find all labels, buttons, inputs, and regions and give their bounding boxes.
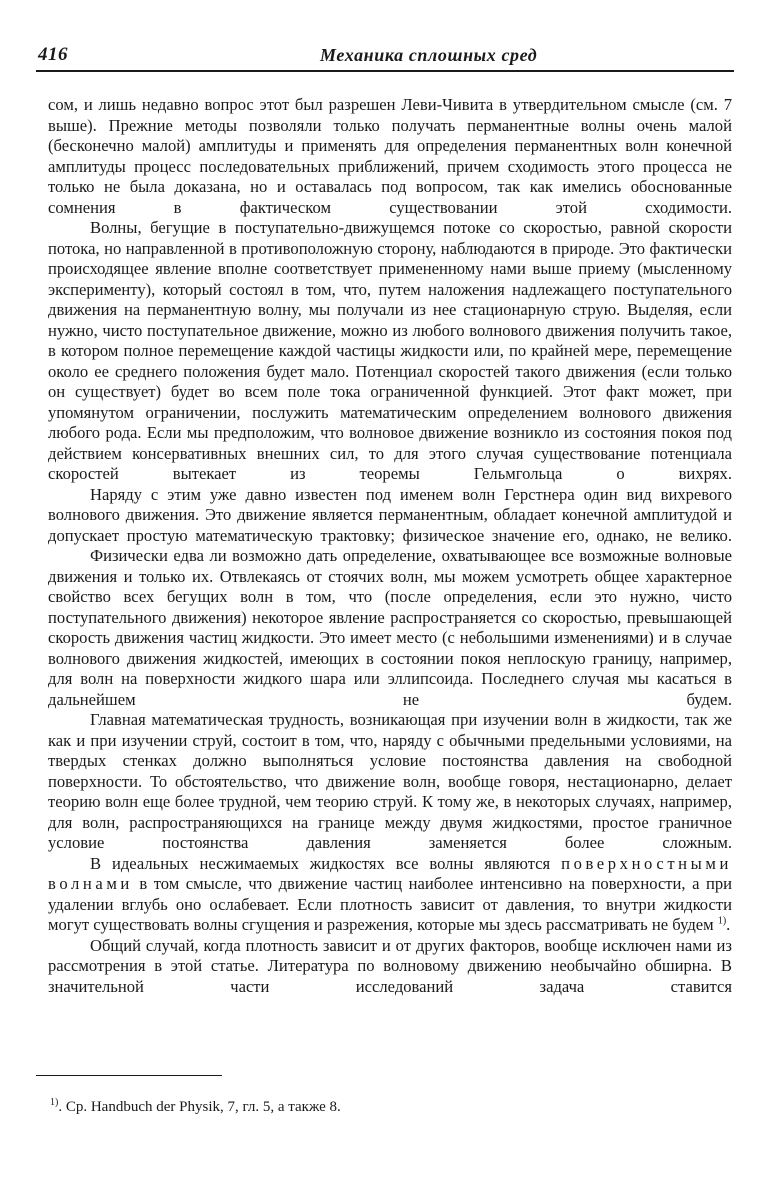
paragraph-6-rest: в том смысле, что движение частиц наиболее интенсивно на поверхности, а при удалении вглубь оно ослабевает. Если плотность зависит от давления, то внутри жидкости могут существовать волны сгущения и разрежения, которые мы здесь рассматривать не будем (48, 874, 732, 934)
paragraph-4: Физически едва ли возможно дать определение, охватывающее все возможные волновые движения и только их. Отвлекаясь от стоячих волн, мы можем усмотреть общее характерное свойство всех бегущих волн в том, что (после определения, если это нужно, чисто поступательного движения) некоторое явление распространяется со скоростью, превышающей скорость движения частиц жидкости. Это имеет место (с небольшими изменениями) и в случае волнового движения жидкостей, имеющих в состоянии покоя неплоскую границу, например, для волн на поверхности жидкого шара или эллипсоида. Последнего случая мы касаться в дальнейшем не будем. (48, 546, 732, 709)
spaced-emphasis: поверхностными волнами (48, 853, 732, 893)
running-title: Механика сплошных сред (320, 45, 538, 65)
paragraph-6-end: . (726, 915, 731, 934)
paragraph-2: Волны, бегущие в поступательно-движущемся потоке со скоростью, равной скорости потока, но направленной в противоположную сторону, наблюдаются в природе. Это фактически происходящее явление вполне соответствует примененному нами выше приему (мысленному эксперименту), который состоял в том, что, путем наложения надлежащего поступательного движения на перманентную волну, мы получали из нее стационарную струю. Выделяя, если нужно, чисто поступательное движение, можно из любого волнового движения получить такое, в котором полное перемещение каждой частицы жидкости или, по крайней мере, перемещение около ее среднего положения будет мало. Потенциал скоростей такого движения (если только он существует) будет во всем поле тока ограниченной функцией. Этот факт может, при упомянутом ограничении, послужить математическим определением волнового движения любого рода. Если мы предположим, что волновое движение возникло из состояния покоя под действием консервативных внешних сил, то для этого случая существование потенциала скоростей вытекает из теоремы Гельмгольца о вихрях. (48, 218, 732, 483)
body-text (48, 95, 732, 997)
paragraph-3: Наряду с этим уже давно известен под именем волн Герстнера один вид вихревого волнового движения. Это движение является перманентным, обладает конечной амплитудой и допускает простую математическую трактовку; физическое значение его, однако, не велико. (48, 484, 732, 545)
paragraph-1: сом, и лишь недавно вопрос этот был разрешен Леви-Чивита в утвердительном смысле (см. 7 выше). Прежние методы позволяли только получать перманентные волны очень малой (бесконечно малой) амплитуды и применять для определения перманентных волн конечной амплитуды процесс последовательных приближений, причем сходимость этого процесса не только не была доказана, но и оставалась под вопросом, так как имелись обоснованные сомнения в фактическом существовании этой сходимости. (48, 95, 732, 217)
page-number: 416 (38, 44, 68, 65)
paragraph-6-start: В идеальных несжимаемых жидкостях все волны являются (90, 853, 551, 873)
footnote-text: . Ср. Handbuch der Physik, 7, гл. 5, а также 8. (58, 1099, 341, 1115)
paragraph-7: Общий случай, когда плотность зависит и от других факторов, вообще исключен нами из рассмотрения в этой статье. Литература по волновому движению необычайно обширна. В значительной части исследований задача ставится (48, 935, 732, 996)
paragraph-5: Главная математическая трудность, возникающая при изучении волн в жидкости, так же как и при изучении струй, состоит в том, что, наряду с обычными предельными условиями, на твердых стенках должно выполняться условие постоянства давления на свободной поверхности. То обстоятельство, что движение волн, вообще говоря, нестационарно, делает теорию волн еще более трудной, чем теорию струй. К тому же, в некоторых случаях, например, для волн, распространяющихся на границе между двумя жидкостями, простое граничное условие постоянства давления заменяется более сложным. (48, 710, 732, 852)
footnote-reference: 1) (717, 915, 727, 927)
footnote-divider (36, 1075, 222, 1076)
page-header (36, 40, 734, 72)
footnote-marker: 1) (50, 1097, 59, 1108)
footnote (50, 1099, 730, 1116)
paragraph-6 (48, 854, 732, 936)
